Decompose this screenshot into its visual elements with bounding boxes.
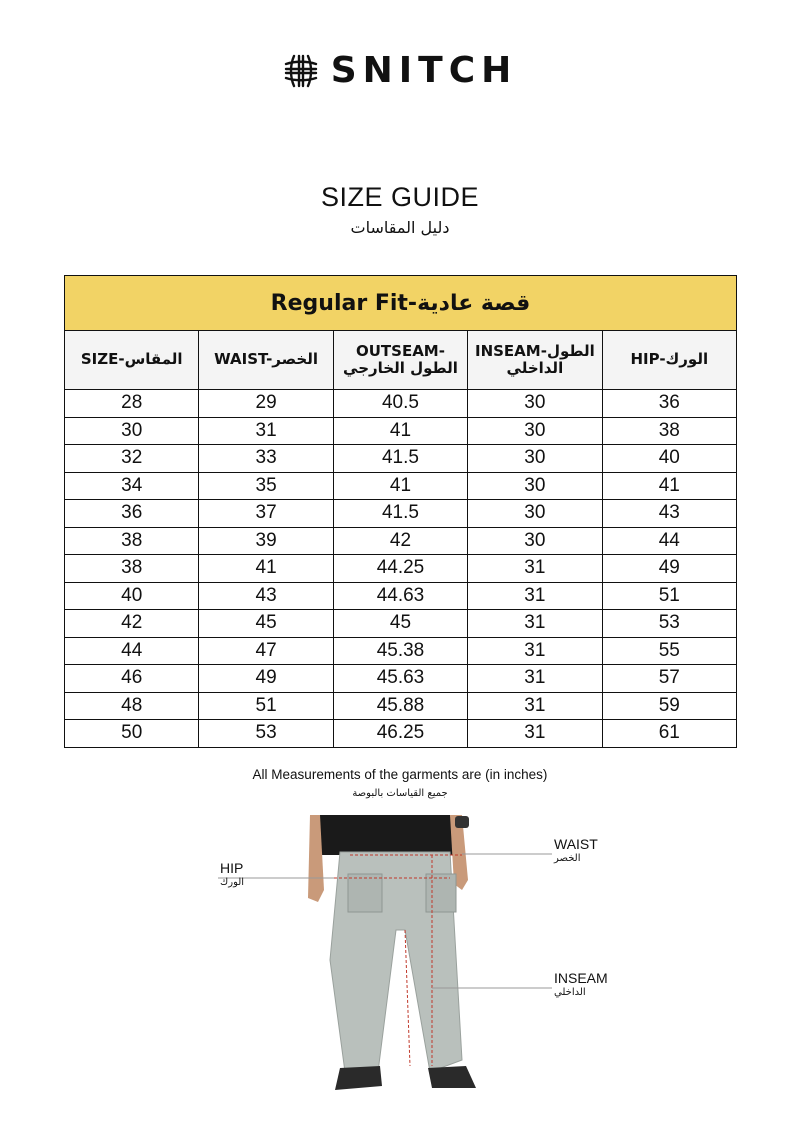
- table-cell: 38: [602, 417, 736, 445]
- table-cell: 31: [468, 692, 602, 720]
- table-cell: 40.5: [333, 390, 467, 418]
- table-cell: 31: [468, 637, 602, 665]
- column-header-line2: الطول الخارجي: [343, 359, 458, 377]
- table-cell: 51: [199, 692, 333, 720]
- table-row: [65, 582, 737, 610]
- table-row: [65, 472, 737, 500]
- table-cell: 51: [602, 582, 736, 610]
- table-cell: 41: [199, 555, 333, 583]
- table-cell: 30: [468, 527, 602, 555]
- table-cell: 45.38: [333, 637, 467, 665]
- waist-label: [554, 836, 598, 865]
- table-cell: 44.25: [333, 555, 467, 583]
- brand-name: SNITCH: [330, 50, 518, 91]
- column-header-row: [65, 331, 737, 390]
- inseam-label-ar: الداخلي: [554, 986, 586, 998]
- table-cell: 30: [65, 417, 199, 445]
- table-cell: 34: [65, 472, 199, 500]
- measurement-note: All Measurements of the garments are (in inches): [252, 767, 548, 782]
- table-cell: 50: [65, 720, 199, 748]
- column-header: [602, 331, 736, 390]
- table-cell: 41: [333, 472, 467, 500]
- table-cell: 45: [199, 610, 333, 638]
- table-cell: 57: [602, 665, 736, 693]
- hip-label-en: HIP: [220, 860, 244, 876]
- size-table-body: [65, 390, 737, 748]
- table-cell: 39: [199, 527, 333, 555]
- table-cell: 53: [199, 720, 333, 748]
- table-cell: 49: [199, 665, 333, 693]
- table-cell: 61: [602, 720, 736, 748]
- column-header: [199, 331, 333, 390]
- table-cell: 49: [602, 555, 736, 583]
- table-cell: 38: [65, 555, 199, 583]
- table-cell: 45.63: [333, 665, 467, 693]
- inseam-label: [554, 970, 608, 999]
- table-cell: 53: [602, 610, 736, 638]
- fit-header: Regular Fit-قصة عادية: [65, 276, 737, 331]
- table-cell: 41.5: [333, 445, 467, 473]
- inseam-label-en: INSEAM: [554, 970, 608, 986]
- size-chart-table: [64, 275, 737, 748]
- table-cell: 31: [468, 720, 602, 748]
- table-cell: 37: [199, 500, 333, 528]
- column-header-line1: OUTSEAM-: [355, 341, 445, 360]
- brand-logo: [0, 50, 800, 91]
- column-header-line1: WAIST-الخصر: [214, 350, 318, 369]
- table-cell: 44: [65, 637, 199, 665]
- table-cell: 47: [199, 637, 333, 665]
- table-cell: 59: [602, 692, 736, 720]
- table-cell: 32: [65, 445, 199, 473]
- table-cell: 35: [199, 472, 333, 500]
- table-cell: 31: [468, 555, 602, 583]
- pants-measurement-figure: [200, 810, 640, 1100]
- table-cell: 41.5: [333, 500, 467, 528]
- table-cell: 30: [468, 500, 602, 528]
- table-cell: 31: [468, 582, 602, 610]
- table-cell: 55: [602, 637, 736, 665]
- column-header-line1: HIP-الورك: [630, 350, 709, 369]
- table-row: [65, 637, 737, 665]
- table-cell: 30: [468, 472, 602, 500]
- measurement-note-arabic: جميع القياسات بالبوصة: [352, 788, 448, 799]
- table-cell: 43: [199, 582, 333, 610]
- column-header: [65, 331, 199, 390]
- hash-logo-icon: [283, 53, 319, 89]
- table-cell: 36: [65, 500, 199, 528]
- table-cell: 45.88: [333, 692, 467, 720]
- table-cell: 41: [602, 472, 736, 500]
- table-cell: 36: [602, 390, 736, 418]
- table-cell: 33: [199, 445, 333, 473]
- table-cell: 40: [65, 582, 199, 610]
- table-cell: 40: [602, 445, 736, 473]
- table-cell: 42: [333, 527, 467, 555]
- table-row: [65, 692, 737, 720]
- table-row: [65, 720, 737, 748]
- table-cell: 46.25: [333, 720, 467, 748]
- table-cell: 41: [333, 417, 467, 445]
- table-cell: 38: [65, 527, 199, 555]
- table-row: [65, 417, 737, 445]
- table-row: [65, 445, 737, 473]
- table-row: [65, 527, 737, 555]
- hip-label: [220, 860, 244, 889]
- table-row: [65, 390, 737, 418]
- table-cell: 43: [602, 500, 736, 528]
- table-cell: 44.63: [333, 582, 467, 610]
- table-cell: 48: [65, 692, 199, 720]
- table-cell: 30: [468, 445, 602, 473]
- hip-label-ar: الورك: [220, 876, 245, 888]
- column-header-line2: الداخلي: [506, 359, 564, 377]
- table-cell: 45: [333, 610, 467, 638]
- table-cell: 30: [468, 390, 602, 418]
- column-header: [468, 331, 602, 390]
- waist-label-en: WAIST: [554, 836, 598, 852]
- table-row: [65, 610, 737, 638]
- table-cell: 31: [468, 610, 602, 638]
- table-cell: 46: [65, 665, 199, 693]
- table-row: [65, 665, 737, 693]
- table-cell: 31: [199, 417, 333, 445]
- column-header: [333, 331, 467, 390]
- page-title: SIZE GUIDE: [320, 182, 480, 212]
- column-header-line1: SIZE-المقاس: [80, 350, 183, 369]
- page-subtitle-arabic: دليل المقاسات: [350, 218, 450, 237]
- table-cell: 29: [199, 390, 333, 418]
- table-cell: 42: [65, 610, 199, 638]
- table-cell: 30: [468, 417, 602, 445]
- waist-label-ar: الخصر: [554, 852, 581, 864]
- table-cell: 31: [468, 665, 602, 693]
- table-row: [65, 500, 737, 528]
- column-header-line1: INSEAM-الطول: [474, 341, 595, 360]
- table-row: [65, 555, 737, 583]
- table-cell: 28: [65, 390, 199, 418]
- table-cell: 44: [602, 527, 736, 555]
